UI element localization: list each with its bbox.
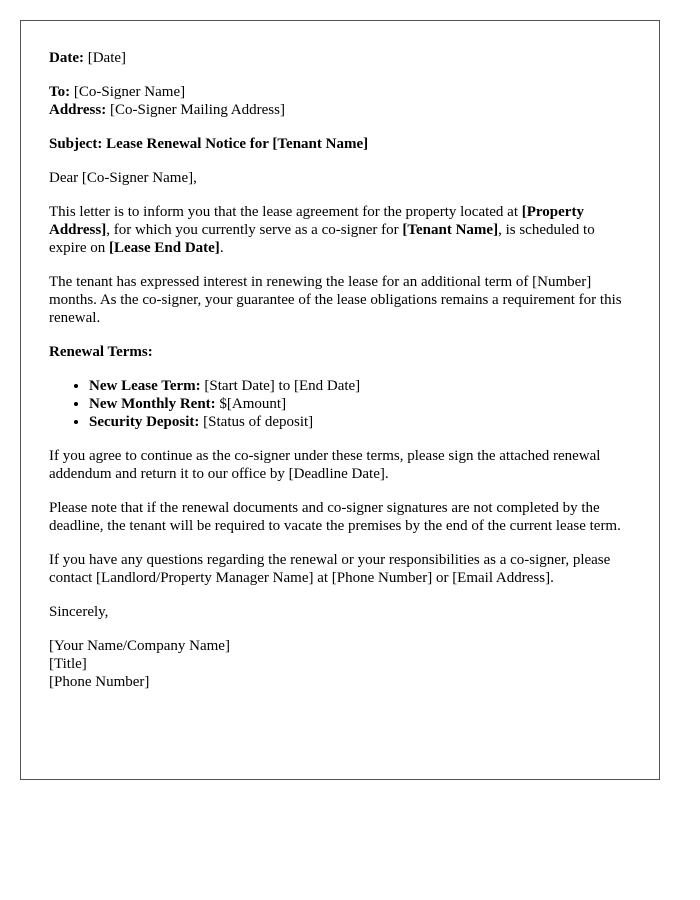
address-label: Address: xyxy=(49,102,107,118)
rent-label: New Monthly Rent: xyxy=(89,396,216,412)
letter-page xyxy=(20,20,660,780)
list-item xyxy=(89,377,631,395)
contact-paragraph: If you have any questions regarding the renewal or your responsibilities as a co-signer, please contact [Landlord/Property Manager Name] at [Phone Number] or [Email Address]. xyxy=(49,552,611,586)
list-item xyxy=(89,413,631,431)
signature-phone: [Phone Number] xyxy=(49,674,150,690)
deposit-value: [Status of deposit] xyxy=(203,414,314,430)
renewal-interest-paragraph: The tenant has expressed interest in renewing the lease for an additional term of [Number] months. As the co-signer, your guarantee of the lease obligations remains a requirement for this renewal. xyxy=(49,274,622,326)
property-address: [Property Address] xyxy=(49,204,584,238)
renewal-terms-heading-text: Renewal Terms: xyxy=(49,344,153,360)
date-label: Date: xyxy=(49,50,84,66)
subject-text: Subject: Lease Renewal Notice for [Tenant Name] xyxy=(49,136,369,152)
subject-line xyxy=(49,135,631,153)
recipient-block xyxy=(49,83,631,119)
agreement-paragraph: If you agree to continue as the co-signer under these terms, please sign the attached renewal addendum and return it to our office by [Deadline Date]. xyxy=(49,448,601,482)
lease-end-date: [Lease End Date] xyxy=(108,240,220,256)
intro-text-3: , is scheduled to expire on xyxy=(49,222,595,256)
rent-value: $[Amount] xyxy=(219,396,287,412)
signature-title: [Title] xyxy=(49,656,87,672)
intro-paragraph xyxy=(49,203,631,257)
intro-text-1: This letter is to inform you that the lease agreement for the property located at xyxy=(49,204,522,220)
date-line xyxy=(49,49,631,67)
to-value: [Co-Signer Name] xyxy=(73,84,186,100)
deposit-label: Security Deposit: xyxy=(89,414,200,430)
intro-text-4: . xyxy=(219,240,224,256)
renewal-terms-heading xyxy=(49,343,631,361)
address-value: [Co-Signer Mailing Address] xyxy=(109,102,285,118)
closing: Sincerely, xyxy=(49,604,109,620)
deadline-warning-paragraph: Please note that if the renewal documents and co-signer signatures are not completed by the deadline, the tenant will be required to vacate the premises by the end of the current lease term. xyxy=(49,500,621,534)
greeting: Dear [Co-Signer Name], xyxy=(49,170,197,186)
tenant-name: [Tenant Name] xyxy=(402,222,499,238)
to-line xyxy=(49,83,631,101)
list-item xyxy=(89,395,631,413)
date-value: [Date] xyxy=(87,50,127,66)
renewal-terms-list xyxy=(49,377,631,431)
to-label: To: xyxy=(49,84,71,100)
signature-name: [Your Name/Company Name] xyxy=(49,638,230,654)
address-line xyxy=(49,101,631,119)
term-value: [Start Date] to [End Date] xyxy=(204,378,361,394)
intro-text-2: , for which you currently serve as a co-signer for xyxy=(106,222,403,238)
signature-block xyxy=(49,637,631,691)
term-label: New Lease Term: xyxy=(89,378,201,394)
